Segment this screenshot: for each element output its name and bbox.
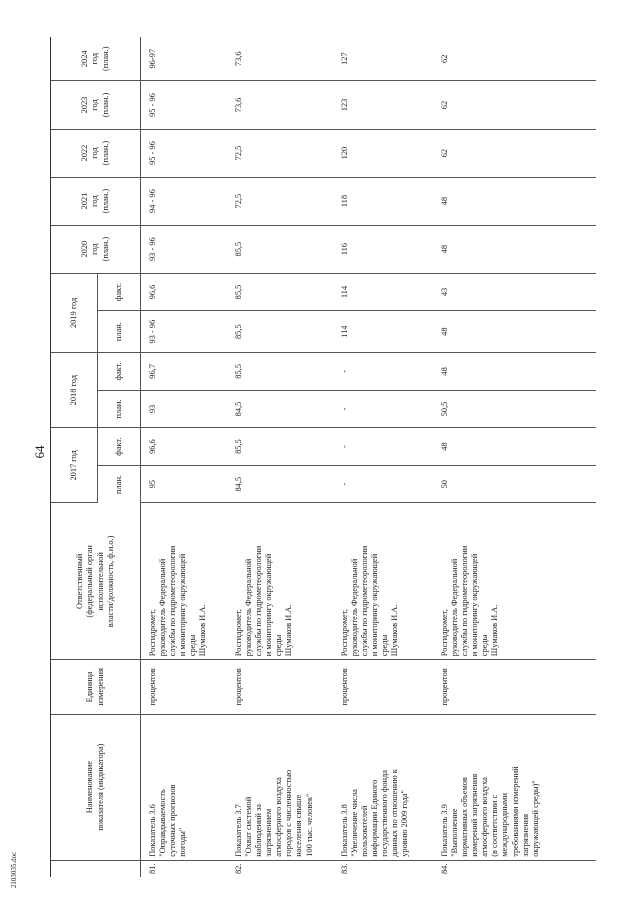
- unit-cell: процентов: [433, 660, 596, 714]
- value-cell: 72,5: [227, 177, 333, 225]
- value-cell: 73,6: [227, 37, 333, 81]
- row-number: 82.: [234, 863, 243, 874]
- indicator-name: Показатель 3.7 "Охват системой наблюдений за загрязнением атмосферного воздуха городов с численностью населения свыше 100 тыс. человек": [227, 714, 333, 860]
- value-cell: 93: [141, 390, 228, 428]
- header-indicator: Наименование показателя (индикатора): [51, 714, 141, 860]
- table-body: [141, 37, 597, 877]
- value-cell: 84,5: [227, 390, 333, 428]
- header-year-2022: 2022 год (план.): [51, 129, 141, 177]
- value-cell: 127: [333, 37, 433, 81]
- value-cell: 84,5: [227, 465, 333, 503]
- header-2017-fact: факт.: [98, 428, 141, 466]
- value-cell: 118: [333, 177, 433, 225]
- indicator-name: Показатель 3.9 "Выполнение нормативных объемов измерений загрязнения атмосферного воздуха (в соответствии с международными требованиями измерений загрязнения окружающей среды)": [433, 714, 596, 860]
- value-cell: 50,5: [433, 390, 596, 428]
- indicator-name: Показатель 3.8 "Увеличение числа пользователей информации Единого государственного фонда данных по отношению к уровню 2009 года": [333, 714, 433, 860]
- header-year-2021: 2021 год (план.): [51, 177, 141, 225]
- unit-cell: процентов: [227, 660, 333, 714]
- value-cell: 72,5: [227, 129, 333, 177]
- table-row: [433, 37, 596, 877]
- footer-filename: 2103035.doc: [10, 851, 18, 889]
- value-cell: 62: [433, 129, 596, 177]
- table-row: [227, 37, 333, 877]
- row-number: 81.: [148, 863, 157, 874]
- header-year-2024: 2024 год (план.): [51, 37, 141, 81]
- row-number: 83.: [340, 863, 349, 874]
- value-cell: -: [333, 390, 433, 428]
- header-responsible: Ответственный (федеральный орган исполнительной власти/должность, ф.и.о.): [51, 503, 141, 660]
- value-cell: 48: [433, 353, 596, 391]
- header-2018-plan: план.: [98, 390, 141, 428]
- page-number: 64: [32, 445, 47, 459]
- value-cell: 43: [433, 273, 596, 311]
- value-cell: 95 - 96: [141, 81, 228, 129]
- header-year-2023: 2023 год (план.): [51, 81, 141, 129]
- value-cell: 116: [333, 225, 433, 273]
- responsible-cell: Росгидромет, руководитель Федеральной службы по гидрометеорологии и мониторингу окружающей среды Шумаков И.А.: [141, 503, 228, 660]
- value-cell: 93 - 96: [141, 225, 228, 273]
- responsible-cell: Росгидромет, руководитель Федеральной службы по гидрометеорологии и мониторингу окружающей среды Шумаков И.А.: [433, 503, 596, 660]
- rotated-table-container: [50, 37, 590, 877]
- value-cell: 85,5: [227, 273, 333, 311]
- value-cell: 93 - 96: [141, 311, 228, 353]
- value-cell: 96,7: [141, 353, 228, 391]
- row-number: 84.: [440, 863, 449, 874]
- value-cell: -: [333, 465, 433, 503]
- header-2019-plan: план.: [98, 311, 141, 353]
- header-unit: Единица измерения: [51, 660, 141, 714]
- indicators-table: [50, 37, 596, 877]
- value-cell: 85,5: [227, 353, 333, 391]
- value-cell: 94 - 96: [141, 177, 228, 225]
- header-2019-fact: факт.: [98, 273, 141, 311]
- unit-cell: процентов: [333, 660, 433, 714]
- value-cell: 73,6: [227, 81, 333, 129]
- table-row: [141, 37, 228, 877]
- header-number: [51, 860, 141, 877]
- value-cell: 85,5: [227, 311, 333, 353]
- value-cell: 50: [433, 465, 596, 503]
- value-cell: 62: [433, 81, 596, 129]
- value-cell: 120: [333, 129, 433, 177]
- table-header: [51, 37, 141, 877]
- value-cell: -: [333, 428, 433, 466]
- value-cell: 48: [433, 225, 596, 273]
- indicator-name: Показатель 3.6 "Оправдываемость суточных прогнозов погоды": [141, 714, 228, 860]
- value-cell: 96,6: [141, 273, 228, 311]
- header-2017-plan: план.: [98, 465, 141, 503]
- header-2018-fact: факт.: [98, 353, 141, 391]
- header-year-2019: 2019 год: [51, 273, 98, 352]
- header-year-2018: 2018 год: [51, 353, 98, 428]
- value-cell: 95 - 96: [141, 129, 228, 177]
- value-cell: 95: [141, 465, 228, 503]
- value-cell: 48: [433, 428, 596, 466]
- value-cell: 114: [333, 273, 433, 311]
- value-cell: 85,5: [227, 225, 333, 273]
- value-cell: 96-97: [141, 37, 228, 81]
- header-year-2017: 2017 год: [51, 428, 98, 503]
- responsible-cell: Росгидромет, руководитель Федеральной службы по гидрометеорологии и мониторингу окружающей среды Шумаков И.А.: [333, 503, 433, 660]
- table-row: [333, 37, 433, 877]
- value-cell: 114: [333, 311, 433, 353]
- value-cell: 85,5: [227, 428, 333, 466]
- value-cell: 62: [433, 37, 596, 81]
- value-cell: -: [333, 353, 433, 391]
- responsible-cell: Росгидромет, руководитель Федеральной службы по гидрометеорологии и мониторингу окружающей среды Шумаков И.А.: [227, 503, 333, 660]
- value-cell: 48: [433, 311, 596, 353]
- value-cell: 123: [333, 81, 433, 129]
- value-cell: 48: [433, 177, 596, 225]
- value-cell: 96,6: [141, 428, 228, 466]
- unit-cell: процентов: [141, 660, 228, 714]
- header-year-2020: 2020 год (план.): [51, 225, 141, 273]
